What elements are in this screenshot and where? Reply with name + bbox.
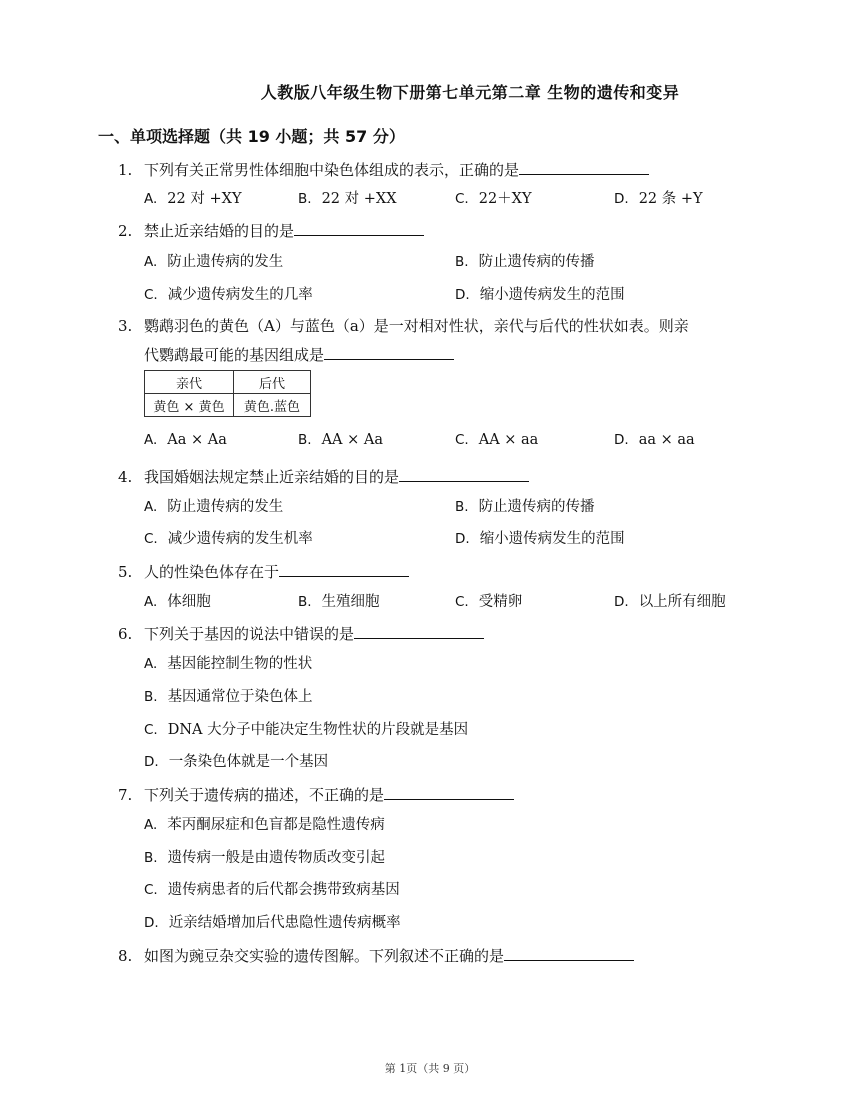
section-heading: 一、单项选择题（共 19 小题；共 57 分） (98, 127, 405, 146)
option-a: A. 苯丙酮尿症和色盲都是隐性遗传病 (144, 817, 385, 833)
option-a: A. 防止遗传病的发生 (144, 499, 284, 515)
table-cell: 黄色 × 黄色 (145, 394, 234, 417)
option-c: C. 22＋XY (455, 191, 532, 207)
question-6 (118, 622, 484, 645)
question-1 (118, 158, 649, 181)
answer-blank (354, 622, 484, 639)
option-b: B. 生殖细胞 (298, 594, 380, 610)
question-4 (118, 465, 529, 488)
option-a: A. 22 对 +XY (144, 191, 242, 207)
table-header-cell: 后代 (234, 371, 311, 394)
document-title: 人教版八年级生物下册第七单元第二章 生物的遗传和变异 (260, 83, 680, 102)
option-c: C. 受精卵 (455, 594, 523, 610)
question-number: 8. (118, 947, 133, 965)
question-8 (118, 944, 634, 967)
question-3 (118, 315, 689, 337)
option-b: B. 基因通常位于染色体上 (144, 689, 313, 705)
answer-blank (504, 944, 634, 961)
answer-blank (519, 158, 649, 175)
option-b: B. 防止遗传病的传播 (455, 254, 595, 270)
question-number: 6. (118, 625, 133, 643)
table-header-row (145, 371, 311, 394)
option-d: D. 以上所有细胞 (614, 594, 726, 610)
question-text: 禁止近亲结婚的目的是 (144, 222, 295, 240)
option-a: A. 基因能控制生物的性状 (144, 656, 313, 672)
question-number: 1. (118, 161, 133, 179)
option-d: D. aa × aa (614, 432, 695, 448)
table-cell: 黄色.蓝色 (234, 394, 311, 417)
option-b: B. 22 对 +XX (298, 191, 397, 207)
answer-blank (279, 560, 409, 577)
question-text: 人的性染色体存在于 (144, 563, 280, 581)
phenotype-table (144, 370, 311, 417)
option-d: D. 近亲结婚增加后代患隐性遗传病概率 (144, 915, 401, 931)
question-number: 3. (118, 317, 133, 335)
question-5 (118, 560, 409, 583)
option-a: A. 防止遗传病的发生 (144, 254, 284, 270)
option-d: D. 22 条 +Y (614, 191, 703, 207)
option-d: D. 缩小遗传病发生的范围 (455, 287, 625, 303)
option-c: C. 减少遗传病的发生机率 (144, 531, 313, 547)
option-d: D. 一条染色体就是一个基因 (144, 754, 329, 770)
question-text: 我国婚姻法规定禁止近亲结婚的目的是 (144, 468, 400, 486)
option-b: B. AA × Aa (298, 432, 383, 448)
question-2 (118, 219, 424, 242)
option-c: C. 遗传病患者的后代都会携带致病基因 (144, 882, 400, 898)
answer-blank (324, 343, 454, 360)
option-d: D. 缩小遗传病发生的范围 (455, 531, 625, 547)
question-text: 鹦鹉羽色的黄色（A）与蓝色（a）是一对相对性状，亲代与后代的性状如表。则亲 (144, 317, 689, 335)
question-number: 4. (118, 468, 133, 486)
option-a: A. Aa × Aa (144, 432, 227, 448)
option-b: B. 遗传病一般是由遗传物质改变引起 (144, 850, 386, 866)
option-b: B. 防止遗传病的传播 (455, 499, 595, 515)
option-c: C. 减少遗传病发生的几率 (144, 287, 313, 303)
answer-blank (294, 219, 424, 236)
question-3-continued: 代鹦鹉最可能的基因组成是 (144, 343, 454, 365)
question-number: 2. (118, 222, 133, 240)
table-header-cell: 亲代 (145, 371, 234, 394)
question-text: 下列有关正常男性体细胞中染色体组成的表示，正确的是 (144, 161, 520, 179)
option-c: C. AA × aa (455, 432, 539, 448)
table-row (145, 394, 311, 417)
answer-blank (399, 465, 529, 482)
answer-blank (384, 783, 514, 800)
question-text: 下列关于基因的说法中错误的是 (144, 625, 355, 643)
question-number: 7. (118, 786, 133, 804)
question-7 (118, 783, 514, 806)
page-footer: 第 1页（共 9 页） (384, 1062, 476, 1075)
option-c: C. DNA 大分子中能决定生物性状的片段就是基因 (144, 722, 469, 738)
option-a: A. 体细胞 (144, 594, 211, 610)
question-number: 5. (118, 563, 133, 581)
question-text: 下列关于遗传病的描述，不正确的是 (144, 786, 385, 804)
question-text: 如图为豌豆杂交实验的遗传图解。下列叙述不正确的是 (144, 947, 505, 965)
